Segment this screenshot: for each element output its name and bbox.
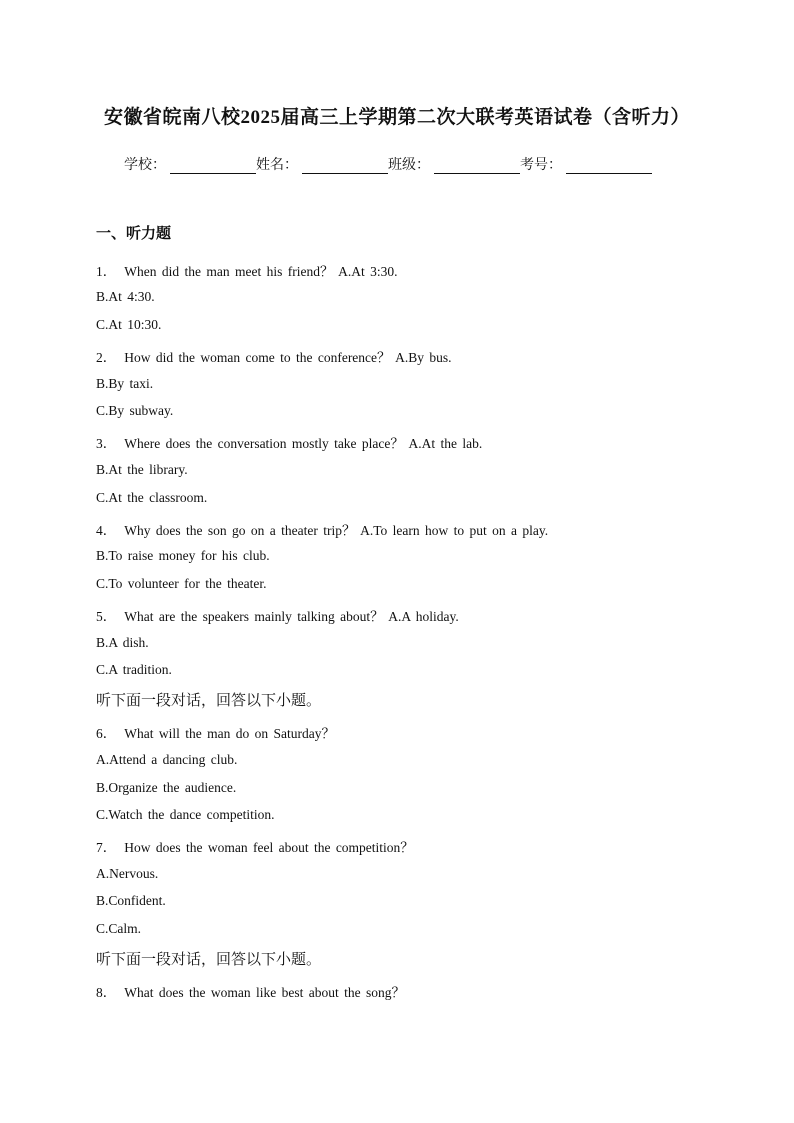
question-3: [96, 432, 482, 452]
question-stem: What will the man do on Saturday？: [124, 726, 335, 741]
option-b: B.By taxi.: [96, 376, 154, 391]
class-label: 班级：: [388, 157, 430, 173]
question-stem: Where does the conversation mostly take place？ A.At the lab.: [124, 436, 483, 451]
question-4: [96, 519, 548, 539]
question-number: 4．: [96, 523, 117, 538]
option-b: B.At the library.: [96, 462, 188, 477]
name-field: [256, 154, 388, 174]
instruction-2: 听下面一段对话，回答以下小题。: [96, 950, 322, 968]
section-title-listening: 一、听力题: [96, 224, 172, 242]
question-number: 5．: [96, 609, 117, 624]
question-number: 7．: [96, 840, 117, 855]
option-b: B.At 4:30.: [96, 289, 155, 304]
option-c: C.By subway.: [96, 403, 174, 418]
question-8: [96, 981, 405, 1001]
school-label: 学校：: [124, 157, 166, 173]
class-field: [388, 154, 520, 174]
id-field: [520, 154, 652, 174]
option-c: C.To volunteer for the theater.: [96, 576, 267, 591]
id-label: 考号：: [520, 157, 562, 173]
question-stem: How does the woman feel about the competition？: [124, 840, 414, 855]
question-stem: How did the woman come to the conference？ A.By bus.: [124, 350, 452, 365]
question-7: [96, 836, 414, 856]
question-number: 6．: [96, 726, 117, 741]
question-1: [96, 260, 397, 280]
id-blank[interactable]: [566, 159, 652, 174]
option-b: B.Organize the audience.: [96, 780, 237, 795]
school-blank[interactable]: [170, 159, 256, 174]
student-info-row: [124, 154, 652, 174]
instruction-1: 听下面一段对话，回答以下小题。: [96, 691, 322, 709]
name-label: 姓名：: [256, 157, 298, 173]
question-stem: Why does the son go on a theater trip？ A.To learn how to put on a play.: [124, 523, 549, 538]
question-number: 1．: [96, 264, 117, 279]
question-stem: What are the speakers mainly talking about？ A.A holiday.: [124, 609, 459, 624]
option-b: B.To raise money for his club.: [96, 548, 270, 563]
question-stem: What does the woman like best about the song？: [124, 985, 405, 1000]
question-number: 8．: [96, 985, 117, 1000]
option-b: B.Confident.: [96, 893, 166, 908]
option-a: A.Nervous.: [96, 866, 159, 881]
option-c: C.At 10:30.: [96, 317, 162, 332]
question-stem: When did the man meet his friend？ A.At 3:30.: [124, 264, 398, 279]
question-2: [96, 346, 452, 366]
option-c: C.Calm.: [96, 921, 142, 936]
page-title: 安徽省皖南八校2025届高三上学期第二次大联考英语试卷（含听力）: [103, 107, 690, 128]
question-number: 2．: [96, 350, 117, 365]
option-c: C.At the classroom.: [96, 490, 208, 505]
name-blank[interactable]: [302, 159, 388, 174]
class-blank[interactable]: [434, 159, 520, 174]
question-6: [96, 722, 335, 742]
option-b: B.A dish.: [96, 635, 149, 650]
option-c: C.A tradition.: [96, 662, 172, 677]
option-c: C.Watch the dance competition.: [96, 807, 275, 822]
school-field: [124, 154, 256, 174]
option-a: A.Attend a dancing club.: [96, 752, 238, 767]
question-5: [96, 605, 459, 625]
question-number: 3．: [96, 436, 117, 451]
